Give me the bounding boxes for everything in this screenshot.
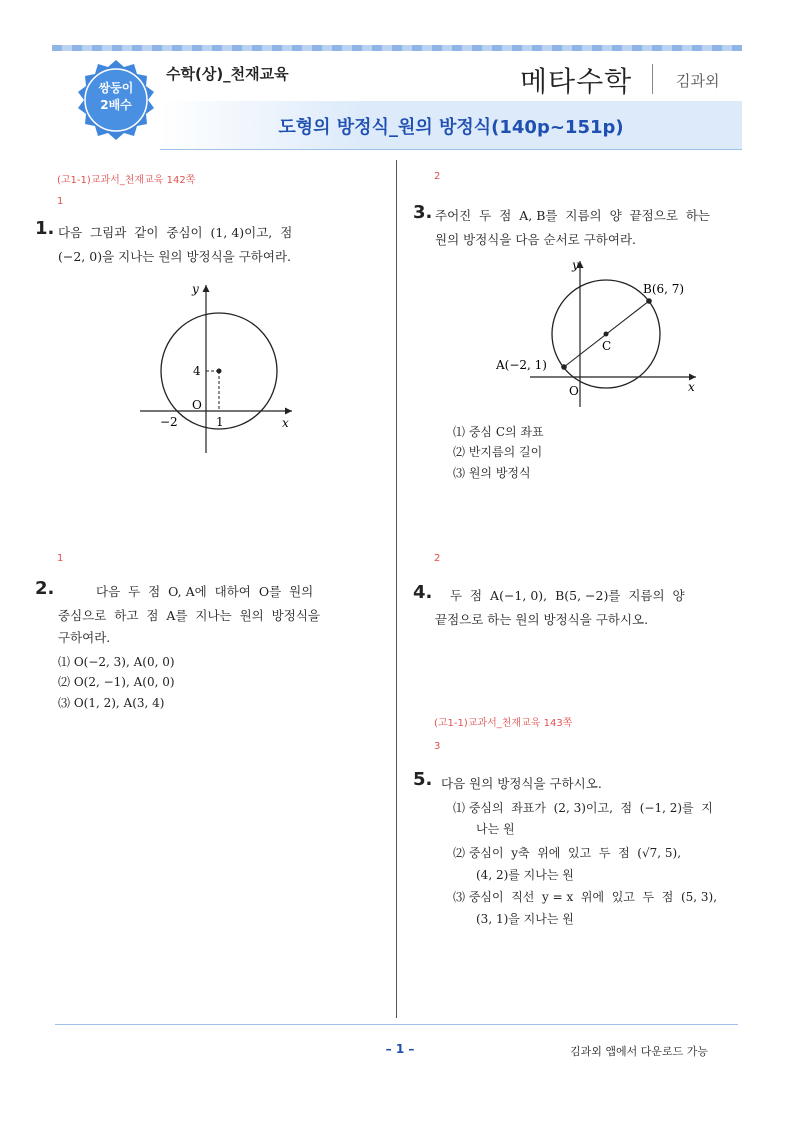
q3-line1: 주어진 두 점 A, B를 지름의 양 끝점으로 하는 bbox=[435, 208, 710, 223]
q1-count: 1 bbox=[57, 196, 64, 207]
fig1-x-label: x bbox=[282, 416, 289, 430]
q1-line1: 다음 그림과 같이 중심이 (1, 4)이고, 점 bbox=[58, 225, 293, 240]
fig3-label-b: B(6, 7) bbox=[643, 282, 685, 296]
brand-separator bbox=[652, 64, 653, 94]
fig3-point-a bbox=[561, 364, 567, 370]
q5-line1: 다음 원의 방정식을 구하시오. bbox=[441, 776, 602, 791]
source-label-2: (고1-1)교과서_천재교육 143쪽 bbox=[434, 718, 573, 729]
q1-line2: (−2, 0)을 지나는 원의 방정식을 구하여라. bbox=[58, 249, 291, 264]
fig1-y-label: y bbox=[192, 282, 199, 296]
q4-number: 4. bbox=[413, 582, 433, 603]
page-number: – 1 – bbox=[385, 1042, 415, 1056]
fig3-point-c bbox=[604, 332, 609, 337]
q5-item-1b: 나는 원 bbox=[476, 822, 515, 836]
fig1-tick-minus2: −2 bbox=[160, 415, 178, 429]
brand-logo-secondary: 김과외 bbox=[676, 72, 720, 90]
q2-count: 1 bbox=[57, 553, 64, 564]
q3-count: 2 bbox=[434, 171, 441, 182]
q4-line1: 두 점 A(−1, 0), B(5, −2)를 지름의 양 bbox=[450, 588, 685, 603]
q2-line3: 구하여라. bbox=[58, 630, 111, 645]
q3-line2: 원의 방정식을 다음 순서로 구하여라. bbox=[435, 232, 636, 247]
q5-item-2b: (4, 2)를 지나는 원 bbox=[476, 868, 574, 882]
brand-logo: 메타수학 bbox=[520, 65, 633, 98]
fig3-y-label: y bbox=[572, 258, 579, 272]
q4-count: 2 bbox=[434, 553, 441, 564]
q2-item-3: ⑶ O(1, 2), A(3, 4) bbox=[58, 696, 165, 710]
subject-label: 수학(상)_천재교육 bbox=[166, 65, 289, 83]
fig3-origin-label: O bbox=[569, 384, 579, 398]
fig3-x-label: x bbox=[688, 380, 695, 394]
figure-3-circle bbox=[490, 255, 710, 410]
badge-line2: 2배수 bbox=[100, 98, 132, 112]
q4-line2: 끝점으로 하는 원의 방정식을 구하시오. bbox=[435, 612, 649, 627]
source-label-1: (고1-1)교과서_천재교육 142쪽 bbox=[57, 175, 196, 186]
fig1-origin-label: O bbox=[192, 398, 202, 412]
q5-count: 3 bbox=[434, 741, 441, 752]
q3-item-2: ⑵ 반지름의 길이 bbox=[453, 445, 543, 459]
q1-number: 1. bbox=[35, 218, 55, 239]
fig1-tick-4: 4 bbox=[193, 364, 201, 378]
q5-number: 5. bbox=[413, 769, 433, 790]
column-divider bbox=[396, 160, 397, 1018]
fig3-label-a: A(−2, 1) bbox=[496, 358, 547, 372]
badge-line1: 쌍둥이 bbox=[98, 81, 134, 95]
q5-item-1a: ⑴ 중심의 좌표가 (2, 3)이고, 점 (−1, 2)를 지 bbox=[453, 801, 713, 815]
figure-1-circle bbox=[130, 275, 300, 460]
badge-text bbox=[74, 80, 158, 114]
q2-item-2: ⑵ O(2, −1), A(0, 0) bbox=[58, 675, 175, 689]
fig3-point-b bbox=[646, 298, 652, 304]
top-stripe bbox=[52, 45, 742, 51]
q2-item-1: ⑴ O(−2, 3), A(0, 0) bbox=[58, 655, 175, 669]
q2-number: 2. bbox=[35, 578, 55, 599]
q5-item-3a: ⑶ 중심이 직선 y = x 위에 있고 두 점 (5, 3), bbox=[453, 890, 718, 904]
footer-rule bbox=[55, 1024, 738, 1025]
q3-number: 3. bbox=[413, 202, 433, 223]
page-title: 도형의 방정식_원의 방정식(140p~151p) bbox=[278, 117, 624, 138]
fig1-tick-1: 1 bbox=[216, 415, 224, 429]
footer-download-note: 김과외 앱에서 다운로드 가능 bbox=[570, 1045, 709, 1058]
q5-item-2a: ⑵ 중심이 y축 위에 있고 두 점 (√7, 5), bbox=[453, 846, 682, 860]
q5-item-3b: (3, 1)을 지나는 원 bbox=[476, 912, 574, 926]
q2-line1: 다음 두 점 O, A에 대하여 O를 원의 bbox=[96, 584, 314, 599]
q3-item-1: ⑴ 중심 C의 좌표 bbox=[453, 425, 544, 439]
fig3-label-c: C bbox=[602, 339, 612, 353]
q3-item-3: ⑶ 원의 방정식 bbox=[453, 466, 531, 480]
q2-line2: 중심으로 하고 점 A를 지나는 원의 방정식을 bbox=[58, 608, 320, 623]
